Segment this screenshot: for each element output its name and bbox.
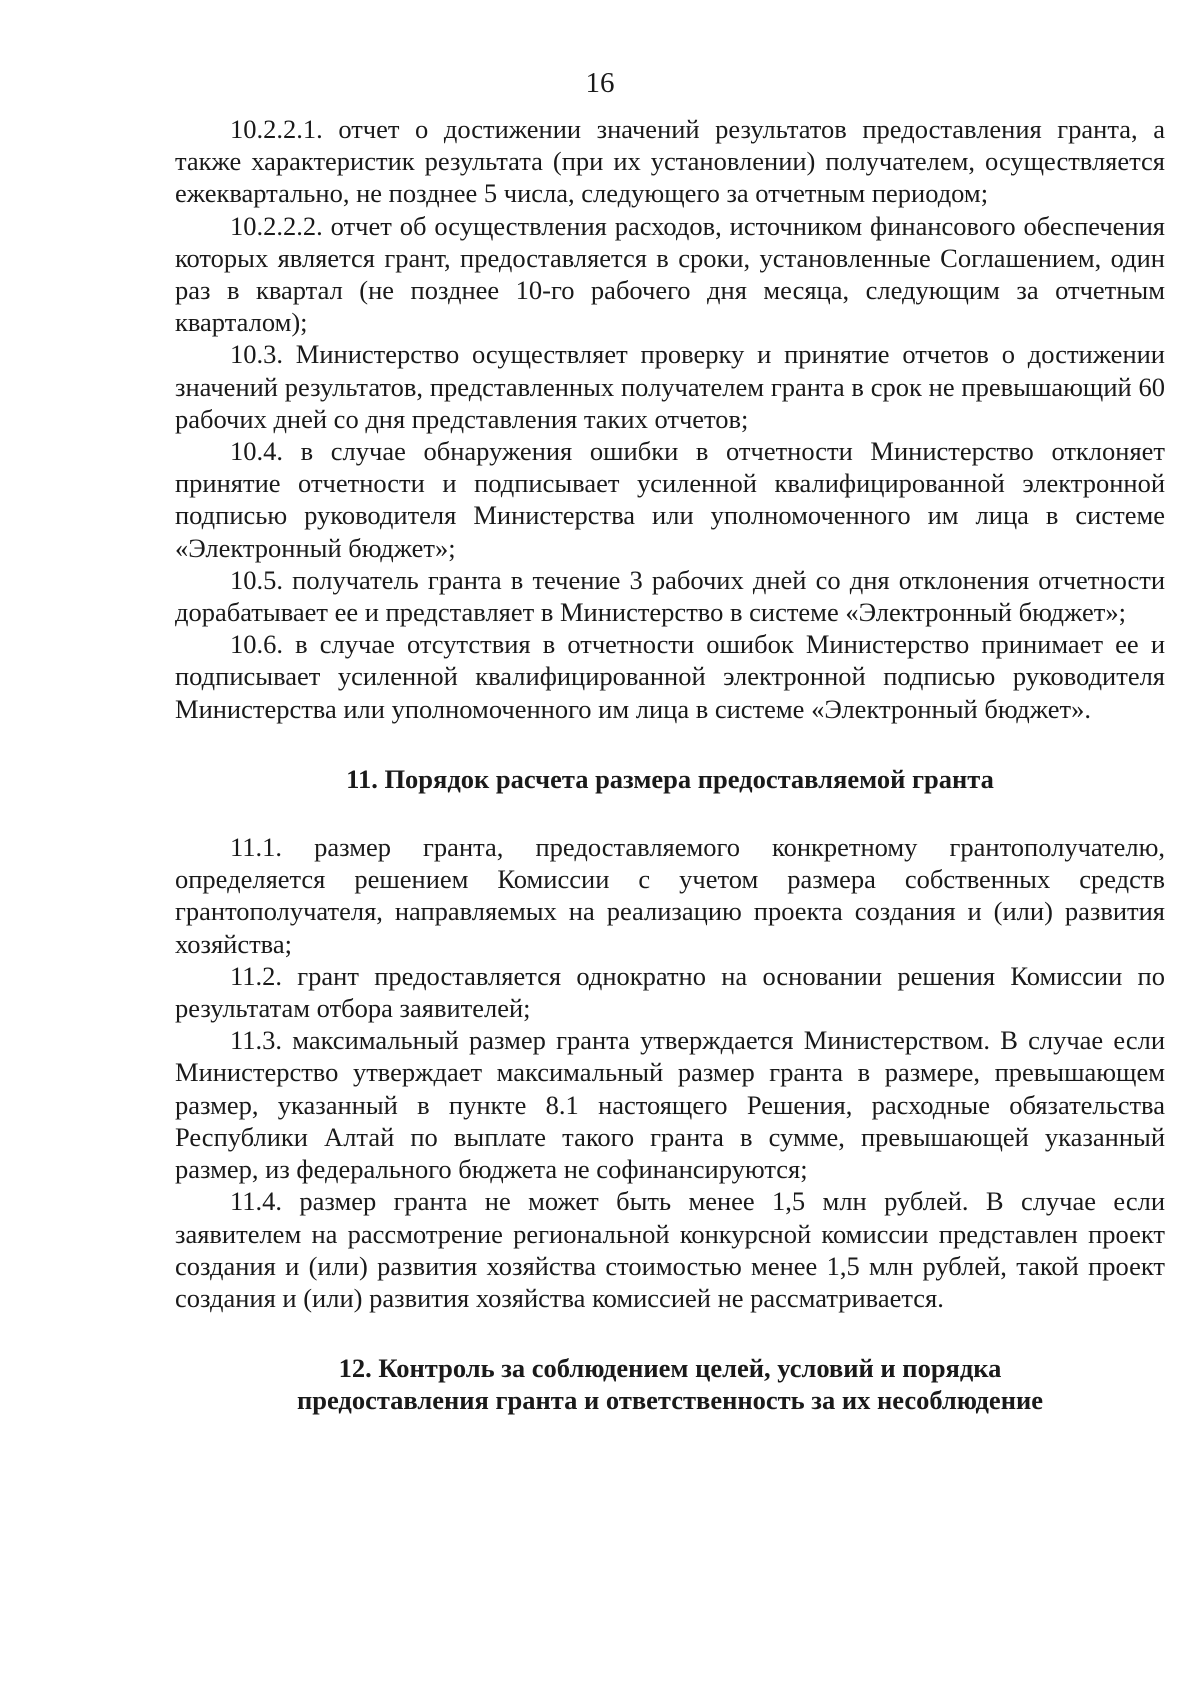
paragraph-10-3: 10.3. Министерство осуществляет проверку и принятие отчетов о достижении значений результатов, представленных получателем гранта в срок не превышающий 60 рабочих дней со дня представления таких отчетов;: [175, 339, 1165, 434]
document-body: [175, 113, 1165, 1417]
section-11-heading: 11. Порядок расчета размера предоставляемой гранта: [346, 763, 994, 794]
paragraph-10-2-2-2: 10.2.2.2. отчет об осуществления расходов, источником финансового обеспечения которых является грант, предоставляется в сроки, установленные Соглашением, один раз в квартал (не позднее 10-го рабочего дня месяца, следующим за отчетным кварталом);: [175, 210, 1165, 338]
section-12-heading-line-2: предоставления гранта и ответственность за их несоблюдение: [297, 1385, 1043, 1416]
section-12-heading: [175, 1352, 1165, 1416]
paragraph-11-4: 11.4. размер гранта не может быть менее 1,5 млн рублей. В случае если заявителем на рассмотрение региональной конкурсной комиссии представлен проект создания и (или) развития хозяйства стоимостью менее 1,5 млн рублей, такой проект создания и (или) развития хозяйства комиссией не рассматривается.: [175, 1186, 1165, 1313]
paragraph-11-1: 11.1. размер гранта, предоставляемого конкретному грантополучателю, определяется решением Комиссии с учетом размера собственных средств грантополучателя, направляемых на реализацию проекта создания и (или) развития хозяйства;: [175, 832, 1165, 959]
section-12-heading-line-1: 12. Контроль за соблюдением целей, условий и порядка: [338, 1353, 1002, 1384]
paragraph-10-5: 10.5. получатель гранта в течение 3 рабочих дней со дня отклонения отчетности дорабатывает ее и представляет в Министерство в системе «Электронный бюджет»;: [175, 564, 1165, 628]
paragraph-11-2: 11.2. грант предоставляется однократно на основании решения Комиссии по результатам отбора заявителей;: [175, 960, 1165, 1024]
paragraph-10-2-2-1: 10.2.2.1. отчет о достижении значений результатов предоставления гранта, а также характеристик результата (при их установлении) получателем, осуществляется ежеквартально, не позднее 5 числа, следующего за отчетным периодом;: [175, 114, 1165, 209]
paragraph-10-4: 10.4. в случае обнаружения ошибки в отчетности Министерство отклоняет принятие отчетности и подписывает усиленной квалифицированной электронной подписью руководителя Министерства или уполномоченного им лица в системе «Электронный бюджет»;: [175, 436, 1165, 563]
page-number: 16: [585, 67, 615, 99]
paragraph-11-3: 11.3. максимальный размер гранта утверждается Министерством. В случае если Министерство утверждает максимальный размер гранта в размере, превышающем размер, указанный в пункте 8.1 настоящего Решения, расходные обязательства Республики Алтай по выплате такого гранта в сумме, превышающей указанный размер, из федерального бюджета не софинансируются;: [175, 1025, 1165, 1185]
paragraph-10-6: 10.6. в случае отсутствия в отчетности ошибок Министерство принимает ее и подписывает усиленной квалифицированной электронной подписью руководителя Министерства или уполномоченного им лица в системе «Электронный бюджет».: [175, 629, 1165, 724]
